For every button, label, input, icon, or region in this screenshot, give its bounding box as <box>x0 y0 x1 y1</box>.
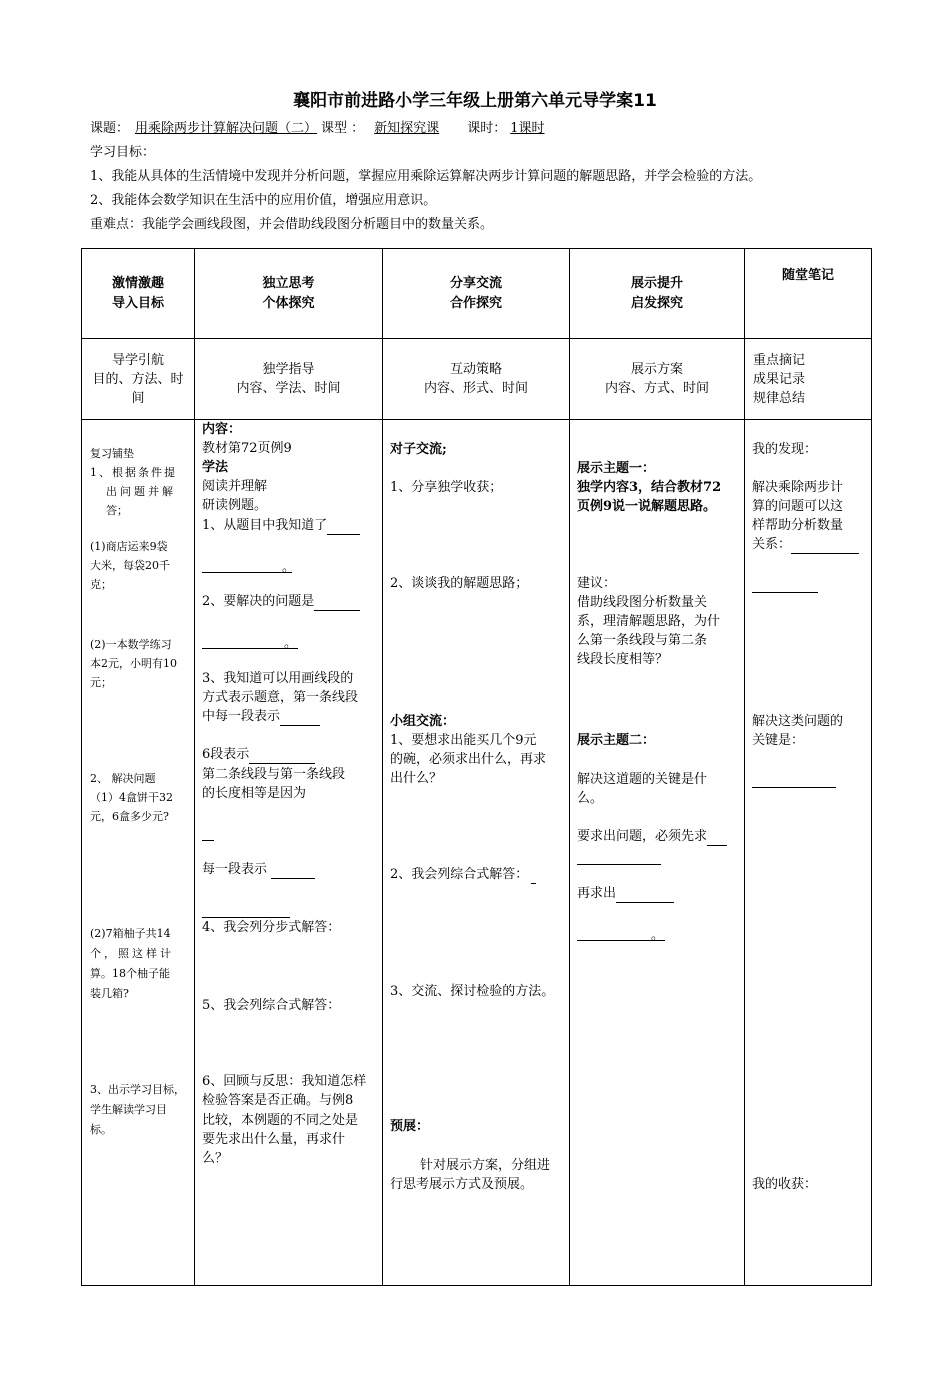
step-3: 每一段表示 <box>202 860 315 879</box>
step-3-blank <box>202 822 214 841</box>
step-3: 方式表示题意，第一条线段 <box>202 690 359 705</box>
body-col-5 <box>745 420 872 1286</box>
discovery-label: 我的发现： <box>752 442 818 457</box>
problem-1: 大米，每袋20千 <box>90 559 170 572</box>
period-label: 课时： <box>467 121 507 136</box>
theme-1-label: 展示主题一： <box>577 461 656 476</box>
q3-problem: 装几箱? <box>90 987 129 1000</box>
type-label: 课型 ： <box>321 121 365 136</box>
goal-intro: 标。 <box>90 1123 112 1136</box>
theme-2-text: 解决这道题的关键是什 <box>577 772 708 787</box>
body-row <box>82 420 872 1286</box>
topic-value: 用乘除两步计算解决问题（二） <box>135 121 318 136</box>
review-label: 复习铺垫 <box>90 447 134 460</box>
method-text: 研读例题。 <box>202 498 268 513</box>
step-1-blank: 。 <box>202 554 292 573</box>
body-col-3 <box>383 420 570 1286</box>
step-2: 2、要解决的问题是 <box>202 592 360 611</box>
preview-text: 行思考展示方式及预展。 <box>390 1177 534 1192</box>
q2-problem: 元，6盒多少元? <box>90 810 169 823</box>
step-5: 5、我会列综合式解答： <box>202 998 341 1013</box>
group-item: 的碗，必须求出什么，再求 <box>390 752 547 767</box>
key-label: 解决这类问题的 <box>752 714 844 729</box>
period-value: 1课时 <box>510 121 545 136</box>
problem-2: 本2元，小明有10 <box>90 657 177 670</box>
discovery-text: 算的问题可以这 <box>752 499 844 514</box>
topic-label: 课题： <box>90 121 130 136</box>
header-col-1: 激情激趣 导入目标 <box>82 249 195 339</box>
subheader-col-5: 重点摘记 成果记录 规律总结 <box>745 339 872 420</box>
subheader-row <box>82 339 872 420</box>
suggestion-label: 建议： <box>577 576 617 591</box>
theme-1-text: 独学内容3，结合教材72 <box>577 480 722 495</box>
header-col-3: 分享交流 合作探究 <box>383 249 570 339</box>
problem-2: 元； <box>90 676 112 689</box>
step-4: 4、我会列分步式解答： <box>202 920 341 935</box>
header-col-5: 随堂笔记 <box>745 249 872 339</box>
group-exchange-label: 小组交流： <box>390 714 456 729</box>
step-6: 要先求出什么量，再求什 <box>202 1132 346 1147</box>
step-3-blank <box>202 899 290 918</box>
goal-intro: 3、出示学习目标， <box>90 1083 185 1096</box>
group-item: 3、交流、探讨检验的方法。 <box>390 984 555 999</box>
step-2-blank: 。 <box>202 630 298 649</box>
key-blank <box>752 769 836 788</box>
preview-text: 针对展示方案，分组进 <box>420 1158 551 1173</box>
step-3: 第二条线段与第一条线段 <box>202 767 346 782</box>
step-3: 的长度相等是因为 <box>202 786 307 801</box>
q3-problem: 个，照这样计 <box>90 947 174 960</box>
step-1: 1、从题目中我知道了 <box>202 516 360 535</box>
problem-1: 克； <box>90 578 112 591</box>
theme-1-text: 页例9说一说解题思路。 <box>577 499 717 514</box>
subheader-col-1: 导学引航 目的、方法、时 间 <box>82 339 195 420</box>
pair-item: 1、分享独学收获； <box>390 480 503 495</box>
step-3: 6段表示 <box>202 745 315 764</box>
method-label: 学法 <box>202 460 229 475</box>
goal-1: 1、我能从具体的生活情境中发现并分析问题，掌握应用乘除运算解决两步计算问题的解题思路，并学会检验的方法。 <box>90 169 762 184</box>
q3-problem: (2)7箱柚子共14 <box>90 927 171 940</box>
goal-2: 2、我能体会数学知识在生活中的应用价值，增强应用意识。 <box>90 193 437 208</box>
pair-exchange-label: 对子交流; <box>390 442 447 457</box>
content-label: 内容： <box>202 422 242 437</box>
page-title: 襄阳市前进路小学三年级上册第六单元导学案11 <box>293 91 657 111</box>
theme-2-text: 么。 <box>577 791 604 806</box>
theme-2-text: 再求出 <box>577 884 674 903</box>
q2-problem: （1）4盒饼干32 <box>90 791 173 804</box>
group-item: 1、要想求出能买几个9元 <box>390 733 537 748</box>
q1-line: 出问题并解 <box>106 485 176 498</box>
lesson-meta <box>90 117 570 136</box>
group-item: 2、我会列综合式解答： <box>390 865 536 884</box>
subheader-col-2: 独学指导 内容、学法、时间 <box>195 339 383 420</box>
step-6: 检验答案是否正确。与例8 <box>202 1093 354 1108</box>
problem-1: (1)商店运来9袋 <box>90 540 168 553</box>
lesson-table <box>81 248 872 1286</box>
suggestion-text: 么第一条线段与第二条 <box>577 633 708 648</box>
subheader-col-4: 展示方案 内容、方式、时间 <box>570 339 745 420</box>
step-3: 3、我知道可以用画线段的 <box>202 671 354 686</box>
body-col-2 <box>195 420 383 1286</box>
suggestion-text: 系，理清解题思路，为什 <box>577 614 721 629</box>
goal-intro: 学生解读学习目 <box>90 1103 167 1116</box>
q2-label: 2、 解决问题 <box>90 772 156 785</box>
key-points: 重难点：我能学会画线段图，并会借助线段图分析题目中的数量关系。 <box>90 217 494 232</box>
q1-line: 1、根据条件提 <box>90 466 177 479</box>
preview-label: 预展： <box>390 1119 430 1134</box>
header-col-4: 展示提升 启发探究 <box>570 249 745 339</box>
header-row <box>82 249 872 339</box>
body-col-4 <box>570 420 745 1286</box>
q3-problem: 算。18个柚子能 <box>90 967 170 980</box>
suggestion-text: 借助线段图分析数量关 <box>577 595 708 610</box>
step-6: 么？ <box>202 1151 229 1166</box>
theme-2-label: 展示主题二： <box>577 733 656 748</box>
theme-2-blank <box>577 846 661 865</box>
body-col-1 <box>82 420 195 1286</box>
suggestion-text: 线段长度相等？ <box>577 652 669 667</box>
discovery-text: 样帮助分析数量 <box>752 518 844 533</box>
theme-2-blank: 。 <box>577 922 665 941</box>
q1-line: 答； <box>106 504 128 517</box>
header-col-2: 独立思考 个体探究 <box>195 249 383 339</box>
discovery-text: 关系： <box>752 535 859 554</box>
discovery-text: 解决乘除两步计 <box>752 480 844 495</box>
problem-2: (2)一本数学练习 <box>90 638 172 651</box>
subheader-col-3: 互动策略 内容、形式、时间 <box>383 339 570 420</box>
step-6: 比较，本例题的不同之处是 <box>202 1113 359 1128</box>
key-label: 关键是： <box>752 733 805 748</box>
pair-item: 2、谈谈我的解题思路； <box>390 576 529 591</box>
discovery-blank <box>752 574 818 593</box>
goals-label: 学习目标： <box>90 145 156 160</box>
gains-label: 我的收获： <box>752 1177 818 1192</box>
content-text: 教材第72页例9 <box>202 441 292 456</box>
theme-2-text: 要求出问题，必须先求 <box>577 827 727 846</box>
type-value: 新知探究课 <box>374 121 440 136</box>
step-3: 中每一段表示 <box>202 707 320 726</box>
step-6: 6、回顾与反思：我知道怎样 <box>202 1074 367 1089</box>
method-text: 阅读并理解 <box>202 479 268 494</box>
group-item: 出什么？ <box>390 771 443 786</box>
